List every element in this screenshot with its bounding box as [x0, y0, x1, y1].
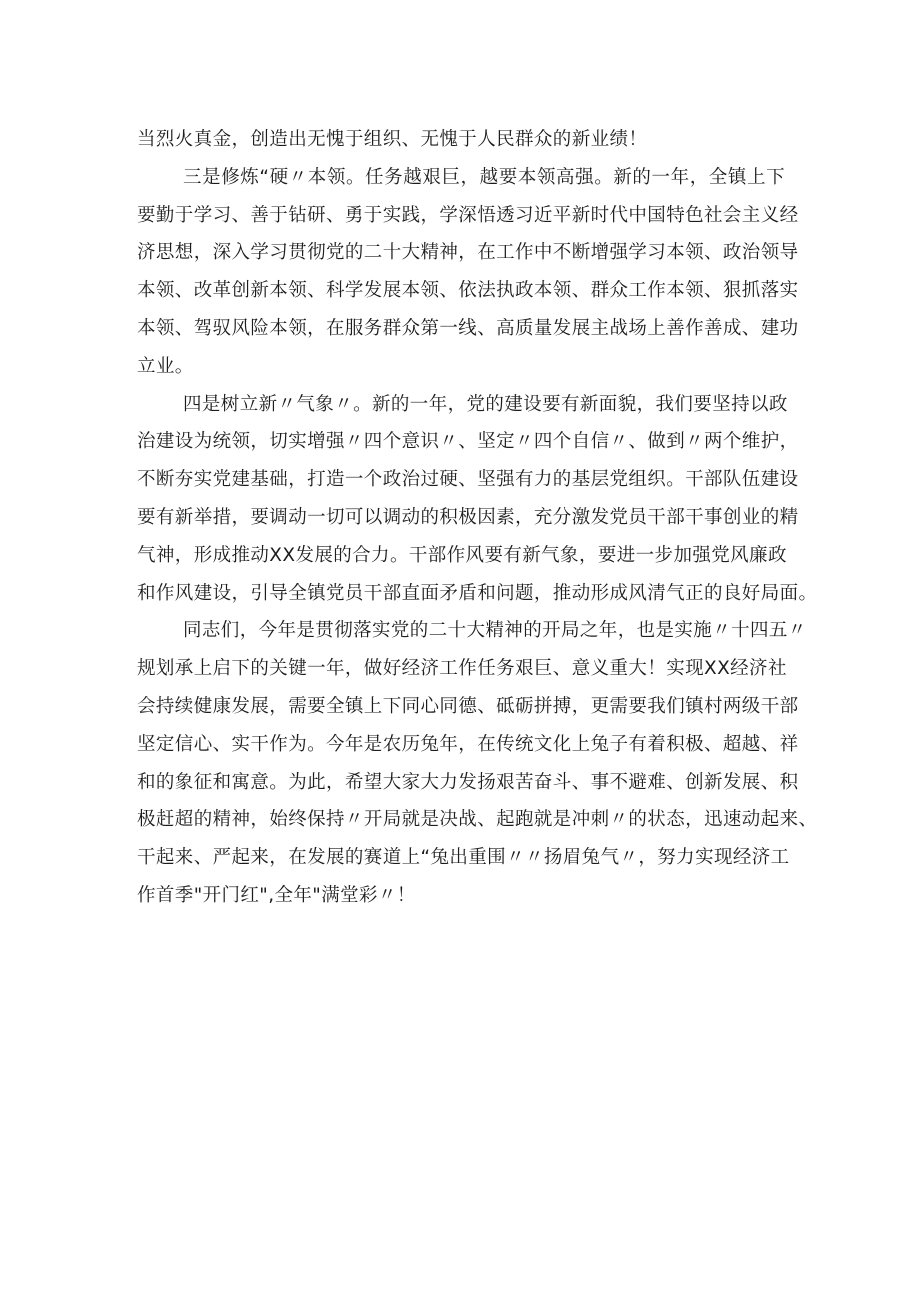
text-line: 规划承上启下的关键一年，做好经济工作任务艰巨、意义重大！实现XX经济社 [137, 658, 787, 680]
text-line: 三是修炼“硬〃本领。任务越艰巨，越要本领高强。新的一年，全镇上下 [183, 166, 785, 188]
text-line: 同志们，今年是贯彻落实党的二十大精神的开局之年，也是实施〃十四五〃 [183, 620, 807, 642]
text-line: 气神，形成推动XX发展的合力。干部作风要有新气象，要进一步加强党风廉政 [137, 544, 787, 566]
text-line: 当烈火真金，创造出无愧于组织、无愧于人民群众的新业绩！ [137, 129, 648, 150]
text-line: 立业。 [137, 355, 194, 377]
text-line: 干起来、严起来，在发展的赛道上“兔出重围〃〃扬眉兔气〃，努力实现经济工 [137, 847, 790, 869]
text-line: 和作风建设，引导全镇党员干部直面矛盾和问题，推动形成风清气正的良好局面。 [137, 582, 818, 604]
text-line: 极赶超的精神，始终保持〃开局就是决战、起跑就是冲刺〃的状态，迅速动起来、 [137, 809, 818, 831]
text-line: 要勤于学习、善于钻研、勇于实践，学深悟透习近平新时代中国特色社会主义经 [137, 204, 799, 226]
text-line: 四是树立新〃气象〃。新的一年，党的建设要有新面貌，我们要坚持以政 [183, 393, 788, 415]
text-line: 本领、驾驭风险本领，在服务群众第一线、高质量发展主战场上善作善成、建功 [137, 317, 799, 339]
text-line: 坚定信心、实干作为。今年是农历兔年，在传统文化上兔子有着积极、超越、祥 [137, 733, 799, 755]
text-line: 济思想，深入学习贯彻党的二十大精神，在工作中不断增强学习本领、政治领导 [137, 242, 799, 264]
paragraph-1 [137, 121, 785, 159]
document-body [137, 121, 818, 915]
paragraph-3 [137, 386, 818, 613]
text-line: 治建设为统领，切实增强〃四个意识〃、坚定〃四个自信〃、做到〃两个维护， [137, 431, 799, 453]
text-line: 和的象征和寓意。为此，希望大家大力发扬艰苦奋斗、事不避难、创新发展、积 [137, 771, 799, 793]
text-line: 要有新举措，要调动一切可以调动的积极因素，充分激发党员干部干事创业的精 [137, 506, 799, 528]
text-line: 不断夯实党建基础，打造一个政治过硬、坚强有力的基层党组织。干部队伍建设 [137, 469, 799, 491]
paragraph-4 [137, 612, 818, 914]
text-line: 本领、改革创新本领、科学发展本领、依法执政本领、群众工作本领、狠抓落实 [137, 280, 799, 302]
text-line: 会持续健康发展，需要全镇上下同心同德、砥砺拼搏，更需要我们镇村两级干部 [137, 695, 799, 717]
paragraph-2 [137, 159, 799, 386]
text-line: 作首季"开门红",全年"满堂彩〃！ [137, 884, 416, 906]
